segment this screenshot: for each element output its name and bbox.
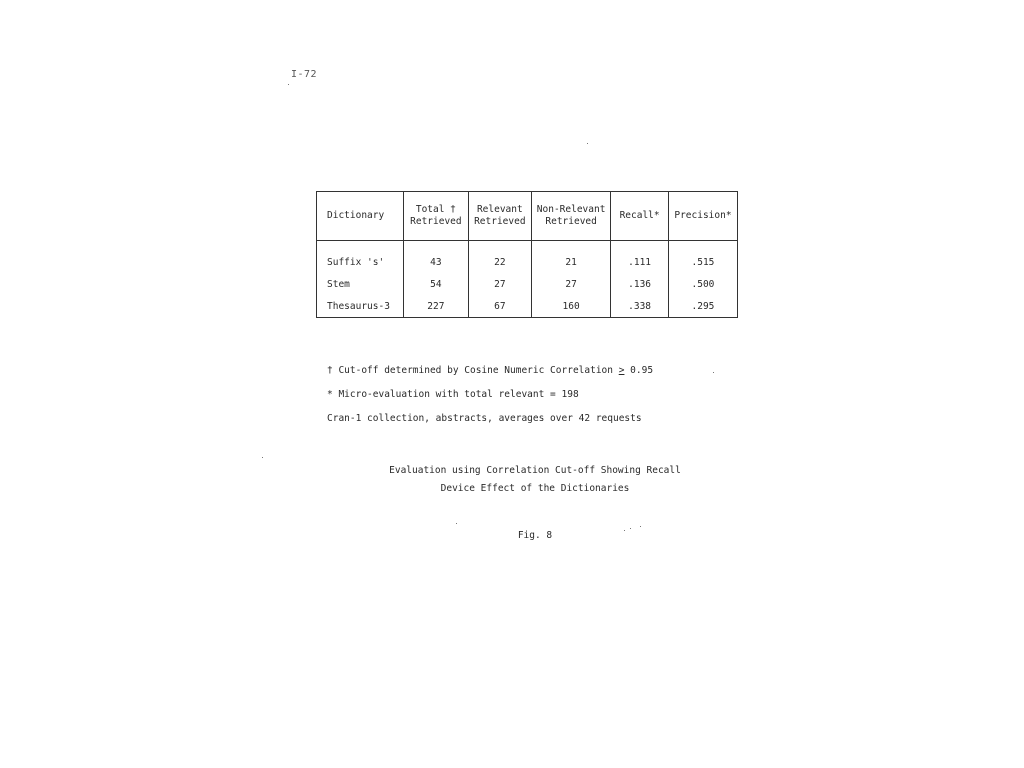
cell-recall: .111 — [611, 241, 669, 274]
cell-dictionary: Stem — [317, 273, 404, 295]
footnote-micro-evaluation: * Micro-evaluation with total relevant = 198 — [327, 389, 579, 400]
scan-speck — [587, 143, 588, 144]
scan-speck — [713, 372, 714, 373]
cell-total-retrieved: 54 — [404, 273, 469, 295]
footnote-collection: Cran-1 collection, abstracts, averages over 42 requests — [327, 413, 642, 424]
cell-relevant-retrieved: 22 — [468, 241, 531, 274]
table-row — [317, 241, 738, 274]
cell-non-relevant-retrieved: 21 — [532, 241, 611, 274]
cell-dictionary: Thesaurus-3 — [317, 295, 404, 318]
cell-non-relevant-retrieved: 160 — [532, 295, 611, 318]
cell-recall: .338 — [611, 295, 669, 318]
greater-equal-symbol: > — [618, 365, 625, 376]
page-number: I-72 — [291, 69, 318, 80]
cell-total-retrieved: 227 — [404, 295, 469, 318]
footnote-cutoff: † Cut-off determined by Cosine Numeric Correlation > 0.95 — [327, 365, 654, 376]
footnotes — [327, 359, 653, 431]
header-non-relevant-retrieved: Non-Relevant Retrieved — [532, 192, 611, 241]
scan-speck — [262, 457, 263, 458]
cell-relevant-retrieved: 67 — [468, 295, 531, 318]
scan-speck — [640, 526, 641, 527]
header-recall: Recall* — [611, 192, 669, 241]
scan-speck — [288, 84, 289, 85]
cell-precision: .515 — [668, 241, 737, 274]
header-dictionary: Dictionary — [317, 192, 404, 241]
scan-speck — [624, 530, 625, 531]
caption-line-2: Device Effect of the Dictionaries — [440, 483, 630, 494]
cell-precision: .500 — [668, 273, 737, 295]
scan-speck — [456, 523, 457, 524]
cell-non-relevant-retrieved: 27 — [532, 273, 611, 295]
header-total-retrieved: Total † Retrieved — [404, 192, 469, 241]
cell-dictionary: Suffix 's' — [317, 241, 404, 274]
scan-speck — [630, 528, 631, 529]
header-precision: Precision* — [668, 192, 737, 241]
cell-precision: .295 — [668, 295, 737, 318]
figure-caption — [330, 462, 740, 498]
table-row — [317, 273, 738, 295]
cell-total-retrieved: 43 — [404, 241, 469, 274]
results-table — [316, 191, 738, 318]
caption-line-1: Evaluation using Correlation Cut-off Showing Recall — [389, 465, 681, 476]
cell-recall: .136 — [611, 273, 669, 295]
figure-label: Fig. 8 — [517, 530, 553, 541]
cell-relevant-retrieved: 27 — [468, 273, 531, 295]
table-row — [317, 295, 738, 318]
table-header-row — [317, 192, 738, 241]
header-relevant-retrieved: Relevant Retrieved — [468, 192, 531, 241]
